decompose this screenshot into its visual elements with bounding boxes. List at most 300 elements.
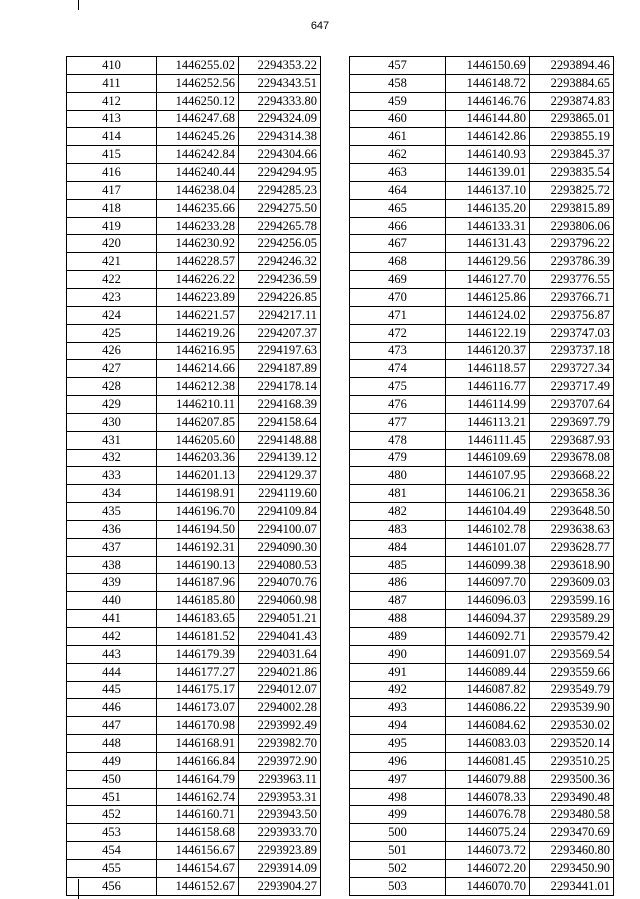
x-coordinate-cell: 1446097.70 — [446, 574, 530, 592]
table-row — [350, 92, 614, 110]
table-row — [67, 735, 321, 753]
y-coordinate-cell: 2294012.07 — [239, 681, 321, 699]
y-coordinate-cell: 2293865.01 — [530, 110, 614, 128]
y-coordinate-cell: 2293678.08 — [530, 449, 614, 467]
table-row — [67, 681, 321, 699]
point-number-cell: 438 — [67, 556, 157, 574]
table-row — [67, 503, 321, 521]
point-number-cell: 415 — [67, 146, 157, 164]
table-row — [350, 288, 614, 306]
y-coordinate-cell: 2294236.59 — [239, 271, 321, 289]
y-coordinate-cell: 2293855.19 — [530, 128, 614, 146]
point-number-cell: 456 — [67, 877, 157, 895]
point-number-cell: 410 — [67, 57, 157, 75]
point-number-cell: 475 — [350, 378, 446, 396]
table-row — [350, 503, 614, 521]
table-row — [350, 199, 614, 217]
point-number-cell: 461 — [350, 128, 446, 146]
table-row — [67, 235, 321, 253]
x-coordinate-cell: 1446148.72 — [446, 74, 530, 92]
x-coordinate-cell: 1446185.80 — [157, 592, 239, 610]
x-coordinate-cell: 1446230.92 — [157, 235, 239, 253]
table-row — [350, 842, 614, 860]
x-coordinate-cell: 1446102.78 — [446, 520, 530, 538]
point-number-cell: 416 — [67, 164, 157, 182]
x-coordinate-cell: 1446120.37 — [446, 342, 530, 360]
point-number-cell: 472 — [350, 324, 446, 342]
y-coordinate-cell: 2293756.87 — [530, 306, 614, 324]
y-coordinate-cell: 2294265.78 — [239, 217, 321, 235]
y-coordinate-cell: 2293539.90 — [530, 699, 614, 717]
y-coordinate-cell: 2293835.54 — [530, 164, 614, 182]
y-coordinate-cell: 2293776.55 — [530, 271, 614, 289]
x-coordinate-cell: 1446114.99 — [446, 396, 530, 414]
y-coordinate-cell: 2293914.09 — [239, 859, 321, 877]
point-number-cell: 498 — [350, 788, 446, 806]
table-row — [350, 342, 614, 360]
y-coordinate-cell: 2293648.50 — [530, 503, 614, 521]
y-coordinate-cell: 2293806.06 — [530, 217, 614, 235]
table-row — [350, 431, 614, 449]
point-number-cell: 437 — [67, 538, 157, 556]
x-coordinate-cell: 1446146.76 — [446, 92, 530, 110]
y-coordinate-cell: 2294178.14 — [239, 378, 321, 396]
y-coordinate-cell: 2293441.01 — [530, 877, 614, 895]
y-coordinate-cell: 2293609.03 — [530, 574, 614, 592]
y-coordinate-cell: 2293668.22 — [530, 467, 614, 485]
point-number-cell: 455 — [67, 859, 157, 877]
y-coordinate-cell: 2294168.39 — [239, 396, 321, 414]
table-row — [350, 520, 614, 538]
x-coordinate-cell: 1446118.57 — [446, 360, 530, 378]
x-coordinate-cell: 1446219.26 — [157, 324, 239, 342]
table-row — [350, 877, 614, 895]
table-row — [67, 110, 321, 128]
point-number-cell: 460 — [350, 110, 446, 128]
point-number-cell: 439 — [67, 574, 157, 592]
y-coordinate-cell: 2293953.31 — [239, 788, 321, 806]
y-coordinate-cell: 2293618.90 — [530, 556, 614, 574]
scan-margin-line — [78, 879, 79, 899]
table-row — [350, 699, 614, 717]
point-number-cell: 468 — [350, 253, 446, 271]
table-row — [350, 806, 614, 824]
x-coordinate-cell: 1446116.77 — [446, 378, 530, 396]
x-coordinate-cell: 1446221.57 — [157, 306, 239, 324]
x-coordinate-cell: 1446125.86 — [446, 288, 530, 306]
point-number-cell: 433 — [67, 467, 157, 485]
y-coordinate-cell: 2293628.77 — [530, 538, 614, 556]
x-coordinate-cell: 1446084.62 — [446, 717, 530, 735]
table-row — [67, 413, 321, 431]
coordinate-table-right — [349, 56, 614, 896]
point-number-cell: 457 — [350, 57, 446, 75]
x-coordinate-cell: 1446124.02 — [446, 306, 530, 324]
point-number-cell: 453 — [67, 824, 157, 842]
x-coordinate-cell: 1446135.20 — [446, 199, 530, 217]
point-number-cell: 434 — [67, 485, 157, 503]
y-coordinate-cell: 2293884.65 — [530, 74, 614, 92]
point-number-cell: 442 — [67, 628, 157, 646]
y-coordinate-cell: 2293786.39 — [530, 253, 614, 271]
table-row — [67, 788, 321, 806]
x-coordinate-cell: 1446198.91 — [157, 485, 239, 503]
y-coordinate-cell: 2294041.43 — [239, 628, 321, 646]
y-coordinate-cell: 2293549.79 — [530, 681, 614, 699]
point-number-cell: 445 — [67, 681, 157, 699]
y-coordinate-cell: 2294060.98 — [239, 592, 321, 610]
point-number-cell: 479 — [350, 449, 446, 467]
table-row — [67, 342, 321, 360]
point-number-cell: 473 — [350, 342, 446, 360]
y-coordinate-cell: 2293815.89 — [530, 199, 614, 217]
y-coordinate-cell: 2294051.21 — [239, 610, 321, 628]
point-number-cell: 494 — [350, 717, 446, 735]
table-row — [350, 324, 614, 342]
point-number-cell: 462 — [350, 146, 446, 164]
x-coordinate-cell: 1446162.74 — [157, 788, 239, 806]
table-row — [350, 770, 614, 788]
point-number-cell: 440 — [67, 592, 157, 610]
y-coordinate-cell: 2294187.89 — [239, 360, 321, 378]
x-coordinate-cell: 1446210.11 — [157, 396, 239, 414]
point-number-cell: 428 — [67, 378, 157, 396]
point-number-cell: 413 — [67, 110, 157, 128]
x-coordinate-cell: 1446083.03 — [446, 735, 530, 753]
point-number-cell: 497 — [350, 770, 446, 788]
table-row — [67, 824, 321, 842]
table-row — [350, 645, 614, 663]
y-coordinate-cell: 2293972.90 — [239, 752, 321, 770]
y-coordinate-cell: 2293766.71 — [530, 288, 614, 306]
x-coordinate-cell: 1446173.07 — [157, 699, 239, 717]
x-coordinate-cell: 1446139.01 — [446, 164, 530, 182]
point-number-cell: 492 — [350, 681, 446, 699]
point-number-cell: 470 — [350, 288, 446, 306]
y-coordinate-cell: 2294070.76 — [239, 574, 321, 592]
table-row — [350, 449, 614, 467]
x-coordinate-cell: 1446122.19 — [446, 324, 530, 342]
table-row — [67, 842, 321, 860]
x-coordinate-cell: 1446166.84 — [157, 752, 239, 770]
y-coordinate-cell: 2294100.07 — [239, 520, 321, 538]
x-coordinate-cell: 1446223.89 — [157, 288, 239, 306]
y-coordinate-cell: 2294294.95 — [239, 164, 321, 182]
x-coordinate-cell: 1446201.13 — [157, 467, 239, 485]
y-coordinate-cell: 2293520.14 — [530, 735, 614, 753]
y-coordinate-cell: 2294002.28 — [239, 699, 321, 717]
table-row — [67, 467, 321, 485]
point-number-cell: 491 — [350, 663, 446, 681]
y-coordinate-cell: 2293589.29 — [530, 610, 614, 628]
y-coordinate-cell: 2294080.53 — [239, 556, 321, 574]
point-number-cell: 447 — [67, 717, 157, 735]
x-coordinate-cell: 1446129.56 — [446, 253, 530, 271]
point-number-cell: 469 — [350, 271, 446, 289]
point-number-cell: 487 — [350, 592, 446, 610]
table-row — [67, 592, 321, 610]
table-row — [67, 396, 321, 414]
point-number-cell: 420 — [67, 235, 157, 253]
x-coordinate-cell: 1446137.10 — [446, 181, 530, 199]
table-row — [350, 752, 614, 770]
y-coordinate-cell: 2293500.36 — [530, 770, 614, 788]
y-coordinate-cell: 2294314.38 — [239, 128, 321, 146]
x-coordinate-cell: 1446104.49 — [446, 503, 530, 521]
x-coordinate-cell: 1446158.68 — [157, 824, 239, 842]
point-number-cell: 446 — [67, 699, 157, 717]
y-coordinate-cell: 2293530.02 — [530, 717, 614, 735]
x-coordinate-cell: 1446106.21 — [446, 485, 530, 503]
table-row — [67, 360, 321, 378]
table-row — [350, 396, 614, 414]
scan-margin-line — [78, 0, 79, 10]
table-row — [67, 57, 321, 75]
table-row — [67, 146, 321, 164]
table-row — [350, 271, 614, 289]
x-coordinate-cell: 1446087.82 — [446, 681, 530, 699]
y-coordinate-cell: 2293982.70 — [239, 735, 321, 753]
x-coordinate-cell: 1446203.36 — [157, 449, 239, 467]
y-coordinate-cell: 2293490.48 — [530, 788, 614, 806]
table-row — [350, 735, 614, 753]
table-row — [67, 288, 321, 306]
x-coordinate-cell: 1446086.22 — [446, 699, 530, 717]
point-number-cell: 419 — [67, 217, 157, 235]
y-coordinate-cell: 2294324.09 — [239, 110, 321, 128]
point-number-cell: 427 — [67, 360, 157, 378]
table-row — [67, 253, 321, 271]
table-row — [350, 306, 614, 324]
x-coordinate-cell: 1446252.56 — [157, 74, 239, 92]
coordinate-table-left — [66, 56, 321, 896]
x-coordinate-cell: 1446109.69 — [446, 449, 530, 467]
x-coordinate-cell: 1446156.67 — [157, 842, 239, 860]
x-coordinate-cell: 1446214.66 — [157, 360, 239, 378]
x-coordinate-cell: 1446096.03 — [446, 592, 530, 610]
y-coordinate-cell: 2293687.93 — [530, 431, 614, 449]
point-number-cell: 496 — [350, 752, 446, 770]
table-row — [67, 806, 321, 824]
y-coordinate-cell: 2293933.70 — [239, 824, 321, 842]
x-coordinate-cell: 1446133.31 — [446, 217, 530, 235]
table-row — [350, 788, 614, 806]
y-coordinate-cell: 2293450.90 — [530, 859, 614, 877]
table-row — [67, 877, 321, 895]
y-coordinate-cell: 2293707.64 — [530, 396, 614, 414]
x-coordinate-cell: 1446127.70 — [446, 271, 530, 289]
y-coordinate-cell: 2293638.63 — [530, 520, 614, 538]
point-number-cell: 493 — [350, 699, 446, 717]
x-coordinate-cell: 1446073.72 — [446, 842, 530, 860]
point-number-cell: 443 — [67, 645, 157, 663]
point-number-cell: 444 — [67, 663, 157, 681]
point-number-cell: 414 — [67, 128, 157, 146]
page-number: 647 — [310, 20, 330, 32]
y-coordinate-cell: 2294090.30 — [239, 538, 321, 556]
point-number-cell: 465 — [350, 199, 446, 217]
y-coordinate-cell: 2293569.54 — [530, 645, 614, 663]
x-coordinate-cell: 1446247.68 — [157, 110, 239, 128]
y-coordinate-cell: 2293579.42 — [530, 628, 614, 646]
table-row — [67, 859, 321, 877]
table-row — [67, 610, 321, 628]
y-coordinate-cell: 2294031.64 — [239, 645, 321, 663]
table-row — [67, 378, 321, 396]
x-coordinate-cell: 1446175.17 — [157, 681, 239, 699]
table-row — [67, 538, 321, 556]
point-number-cell: 471 — [350, 306, 446, 324]
table-row — [350, 859, 614, 877]
point-number-cell: 489 — [350, 628, 446, 646]
x-coordinate-cell: 1446092.71 — [446, 628, 530, 646]
x-coordinate-cell: 1446181.52 — [157, 628, 239, 646]
y-coordinate-cell: 2293796.22 — [530, 235, 614, 253]
point-number-cell: 495 — [350, 735, 446, 753]
table-row — [350, 592, 614, 610]
y-coordinate-cell: 2293510.25 — [530, 752, 614, 770]
y-coordinate-cell: 2293923.89 — [239, 842, 321, 860]
table-row — [350, 360, 614, 378]
y-coordinate-cell: 2293717.49 — [530, 378, 614, 396]
y-coordinate-cell: 2293658.36 — [530, 485, 614, 503]
table-row — [350, 413, 614, 431]
table-row — [67, 752, 321, 770]
y-coordinate-cell: 2293963.11 — [239, 770, 321, 788]
x-coordinate-cell: 1446160.71 — [157, 806, 239, 824]
y-coordinate-cell: 2293845.37 — [530, 146, 614, 164]
table-row — [67, 181, 321, 199]
y-coordinate-cell: 2294197.63 — [239, 342, 321, 360]
point-number-cell: 450 — [67, 770, 157, 788]
x-coordinate-cell: 1446099.38 — [446, 556, 530, 574]
point-number-cell: 431 — [67, 431, 157, 449]
y-coordinate-cell: 2293992.49 — [239, 717, 321, 735]
x-coordinate-cell: 1446101.07 — [446, 538, 530, 556]
x-coordinate-cell: 1446075.24 — [446, 824, 530, 842]
point-number-cell: 500 — [350, 824, 446, 842]
point-number-cell: 484 — [350, 538, 446, 556]
y-coordinate-cell: 2293559.66 — [530, 663, 614, 681]
y-coordinate-cell: 2294139.12 — [239, 449, 321, 467]
table-row — [350, 74, 614, 92]
y-coordinate-cell: 2293747.03 — [530, 324, 614, 342]
x-coordinate-cell: 1446094.37 — [446, 610, 530, 628]
y-coordinate-cell: 2294109.84 — [239, 503, 321, 521]
table-row — [67, 485, 321, 503]
y-coordinate-cell: 2293737.18 — [530, 342, 614, 360]
x-coordinate-cell: 1446164.79 — [157, 770, 239, 788]
table-row — [350, 253, 614, 271]
x-coordinate-cell: 1446142.86 — [446, 128, 530, 146]
point-number-cell: 463 — [350, 164, 446, 182]
x-coordinate-cell: 1446235.66 — [157, 199, 239, 217]
point-number-cell: 426 — [67, 342, 157, 360]
x-coordinate-cell: 1446150.69 — [446, 57, 530, 75]
x-coordinate-cell: 1446245.26 — [157, 128, 239, 146]
y-coordinate-cell: 2294217.11 — [239, 306, 321, 324]
table-row — [350, 663, 614, 681]
table-row — [350, 378, 614, 396]
y-coordinate-cell: 2293904.27 — [239, 877, 321, 895]
x-coordinate-cell: 1446190.13 — [157, 556, 239, 574]
x-coordinate-cell: 1446226.22 — [157, 271, 239, 289]
table-row — [350, 485, 614, 503]
x-coordinate-cell: 1446179.39 — [157, 645, 239, 663]
x-coordinate-cell: 1446183.65 — [157, 610, 239, 628]
x-coordinate-cell: 1446140.93 — [446, 146, 530, 164]
point-number-cell: 486 — [350, 574, 446, 592]
table-row — [67, 770, 321, 788]
x-coordinate-cell: 1446089.44 — [446, 663, 530, 681]
x-coordinate-cell: 1446250.12 — [157, 92, 239, 110]
point-number-cell: 423 — [67, 288, 157, 306]
table-row — [350, 824, 614, 842]
x-coordinate-cell: 1446154.67 — [157, 859, 239, 877]
point-number-cell: 474 — [350, 360, 446, 378]
x-coordinate-cell: 1446205.60 — [157, 431, 239, 449]
x-coordinate-cell: 1446238.04 — [157, 181, 239, 199]
point-number-cell: 421 — [67, 253, 157, 271]
y-coordinate-cell: 2293470.69 — [530, 824, 614, 842]
point-number-cell: 424 — [67, 306, 157, 324]
table-row — [67, 92, 321, 110]
table-row — [67, 306, 321, 324]
point-number-cell: 459 — [350, 92, 446, 110]
table-row — [350, 556, 614, 574]
x-coordinate-cell: 1446079.88 — [446, 770, 530, 788]
point-number-cell: 429 — [67, 396, 157, 414]
table-row — [350, 164, 614, 182]
x-coordinate-cell: 1446111.45 — [446, 431, 530, 449]
x-coordinate-cell: 1446194.50 — [157, 520, 239, 538]
x-coordinate-cell: 1446242.84 — [157, 146, 239, 164]
y-coordinate-cell: 2294304.66 — [239, 146, 321, 164]
x-coordinate-cell: 1446187.96 — [157, 574, 239, 592]
point-number-cell: 436 — [67, 520, 157, 538]
y-coordinate-cell: 2294246.32 — [239, 253, 321, 271]
x-coordinate-cell: 1446070.70 — [446, 877, 530, 895]
point-number-cell: 425 — [67, 324, 157, 342]
point-number-cell: 452 — [67, 806, 157, 824]
point-number-cell: 458 — [350, 74, 446, 92]
table-row — [350, 681, 614, 699]
x-coordinate-cell: 1446076.78 — [446, 806, 530, 824]
y-coordinate-cell: 2293727.34 — [530, 360, 614, 378]
point-number-cell: 485 — [350, 556, 446, 574]
y-coordinate-cell: 2293874.83 — [530, 92, 614, 110]
table-row — [350, 538, 614, 556]
table-row — [350, 628, 614, 646]
y-coordinate-cell: 2294343.51 — [239, 74, 321, 92]
x-coordinate-cell: 1446078.33 — [446, 788, 530, 806]
x-coordinate-cell: 1446228.57 — [157, 253, 239, 271]
point-number-cell: 476 — [350, 396, 446, 414]
table-row — [350, 610, 614, 628]
table-row — [67, 663, 321, 681]
x-coordinate-cell: 1446107.95 — [446, 467, 530, 485]
table-row — [67, 520, 321, 538]
x-coordinate-cell: 1446152.67 — [157, 877, 239, 895]
y-coordinate-cell: 2293460.80 — [530, 842, 614, 860]
table-row — [67, 449, 321, 467]
y-coordinate-cell: 2294275.50 — [239, 199, 321, 217]
x-coordinate-cell: 1446216.95 — [157, 342, 239, 360]
point-number-cell: 467 — [350, 235, 446, 253]
x-coordinate-cell: 1446144.80 — [446, 110, 530, 128]
table-row — [350, 235, 614, 253]
x-coordinate-cell: 1446113.21 — [446, 413, 530, 431]
